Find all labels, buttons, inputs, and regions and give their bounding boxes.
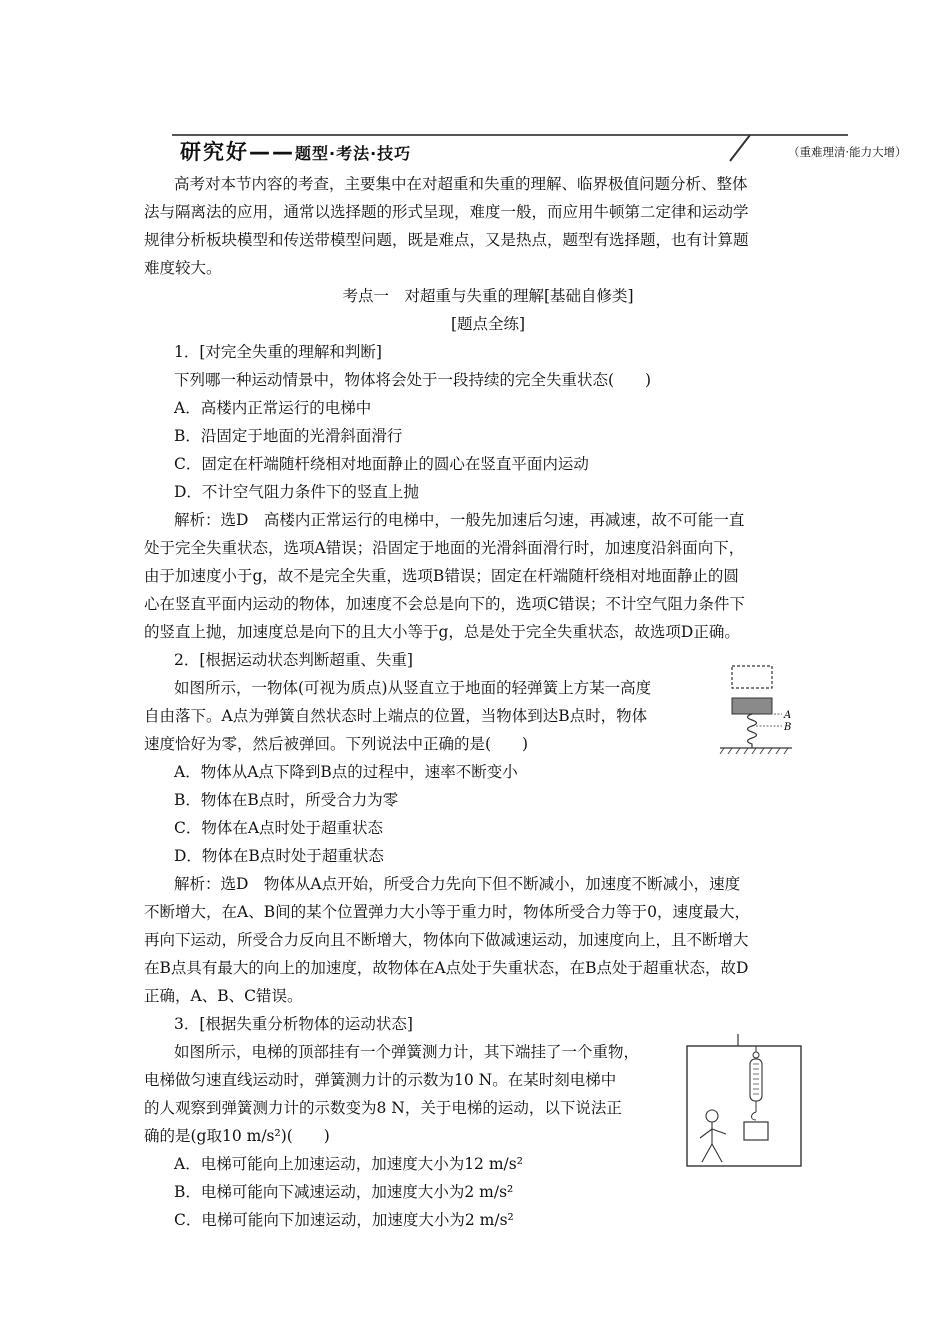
q1-analysis-line-3: 由于加速度小于g，故不是完全失重，选项B错误；固定在杆端随杆绕相对地面静止的圆 [144, 567, 739, 585]
q2-analysis-line-3: 再向下运动，所受合力反向且不断增大，物体向下做减速运动，加速度向上，且不断增大 [144, 931, 749, 949]
q2-option-d: D．物体在B点时处于超重状态 [174, 847, 384, 865]
elevator-frame-icon [687, 1046, 801, 1166]
q3-option-b: B．电梯可能向下减速运动，加速度大小为2 m/s² [174, 1183, 514, 1201]
q1-option-c: C．固定在杆端随杆绕相对地面静止的圆心在竖直平面内运动 [174, 455, 589, 473]
weight-block-icon [744, 1122, 768, 1140]
q2-option-a: A．物体从A点下降到B点的过程中，速率不断变小 [174, 763, 518, 781]
label-a: A [784, 710, 792, 721]
intro-line-1: 高考对本节内容的考查，主要集中在对超重和失重的理解、临界极值问题分析、整体 [174, 175, 748, 193]
q2-option-c: C．物体在A点时处于超重状态 [174, 819, 384, 837]
q2-tag: 2．[根据运动状态判断超重、失重] [174, 651, 413, 669]
spring-icon [748, 714, 757, 748]
q1-option-b: B．沿固定于地面的光滑斜面滑行 [174, 427, 403, 445]
q1-option-a: A．高楼内正常运行的电梯中 [174, 399, 372, 417]
q2-analysis-line-4: 在B点具有最大的向上的加速度，故物体在A点处于失重状态，在B点处于超重状态，故D [144, 959, 749, 977]
q3-stem-line-3: 的人观察到弹簧测力计的示数变为8 N，关于电梯的运动，以下说法正 [144, 1099, 622, 1117]
spring-diagram [712, 664, 802, 760]
banner-slash-icon [712, 134, 752, 162]
banner-tag: （重难理清·能力大增） [788, 145, 907, 159]
q1-analysis-line-5: 的竖直上抛，加速度总是向下的且大小等于g，总是处于完全失重状态，故选项D正确。 [144, 623, 740, 641]
q1-stem: 下列哪一种运动情景中，物体将会处于一段持续的完全失重状态( ) [174, 371, 652, 389]
q1-analysis-line-2: 处于完全失重状态，选项A错误；沿固定于地面的光滑斜面滑行时，加速度沿斜面向下， [144, 539, 745, 557]
q2-stem-line-1: 如图所示，一物体(可视为质点)从竖直立于地面的轻弹簧上方某一高度 [174, 679, 652, 697]
q2-analysis-line-2: 不断增大，在A、B间的某个位置弹力大小等于重力时，物体所受合力等于0，速度最大， [144, 903, 750, 921]
q3-stem-line-1: 如图所示，电梯的顶部挂有一个弹簧测力计，其下端挂了一个重物， [174, 1043, 640, 1061]
q2-stem-line-3: 速度恰好为零，然后被弹回。下列说法中正确的是( ) [144, 735, 529, 753]
q1-tag: 1．[对完全失重的理解和判断] [174, 343, 382, 361]
q2-stem-line-2: 自由落下。A点为弹簧自然状态时上端点的位置，当物体到达B点时，物体 [144, 707, 648, 725]
q2-analysis-line-1: 解析：选D 物体从A点开始，所受合力先向下但不断减小，加速度不断减小，速度 [174, 875, 741, 893]
q2-analysis-line-5: 正确，A、B、C错误。 [144, 987, 303, 1005]
intro-line-2: 法与隔离法的应用，通常以选择题的形式呈现，难度一般，而应用牛顿第二定律和运动学 [144, 203, 749, 221]
q2-option-b: B．物体在B点时，所受合力为零 [174, 791, 399, 809]
q3-tag: 3．[根据失重分析物体的运动状态] [174, 1015, 413, 1033]
intro-line-4: 难度较大。 [144, 259, 222, 277]
spring-scale-icon [750, 1046, 762, 1120]
banner-title-main: 研究好 [180, 140, 249, 164]
q1-option-d: D．不计空气阻力条件下的竖直上抛 [174, 483, 419, 501]
q1-analysis-line-1: 解析：选D 高楼内正常运行的电梯中，一般先加速后匀速，再减速，故不可能一直 [174, 511, 745, 529]
person-icon [700, 1110, 726, 1162]
banner-title [180, 136, 411, 166]
subheading: [题点全练] [450, 315, 526, 333]
banner-subtitle: 题型·考法·技巧 [295, 144, 412, 163]
elevator-diagram [686, 1034, 804, 1170]
banner-dash: —— [249, 140, 295, 164]
intro-line-3: 规律分析板块模型和传送带模型问题，既是难点，又是热点，题型有选择题，也有计算题 [144, 231, 749, 249]
label-b: B [784, 722, 792, 733]
block-icon [732, 698, 772, 714]
q3-option-c: C．电梯可能向下加速运动，加速度大小为2 m/s² [174, 1211, 514, 1229]
dashed-block-icon [732, 666, 772, 688]
q3-option-a: A．电梯可能向上加速运动，加速度大小为12 m/s² [174, 1155, 523, 1173]
q1-analysis-line-4: 心在竖直平面内运动的物体，加速度不会总是向下的，选项C错误；不计空气阻力条件下 [144, 595, 745, 613]
section-banner [172, 128, 907, 164]
q3-stem-line-2: 电梯做匀速直线运动时，弹簧测力计的示数为10 N。在某时刻电梯中 [144, 1071, 617, 1089]
section-heading: 考点一 对超重与失重的理解[基础自修类] [342, 287, 634, 305]
q3-stem-line-4: 确的是(g取10 m/s²)( ) [144, 1127, 330, 1145]
